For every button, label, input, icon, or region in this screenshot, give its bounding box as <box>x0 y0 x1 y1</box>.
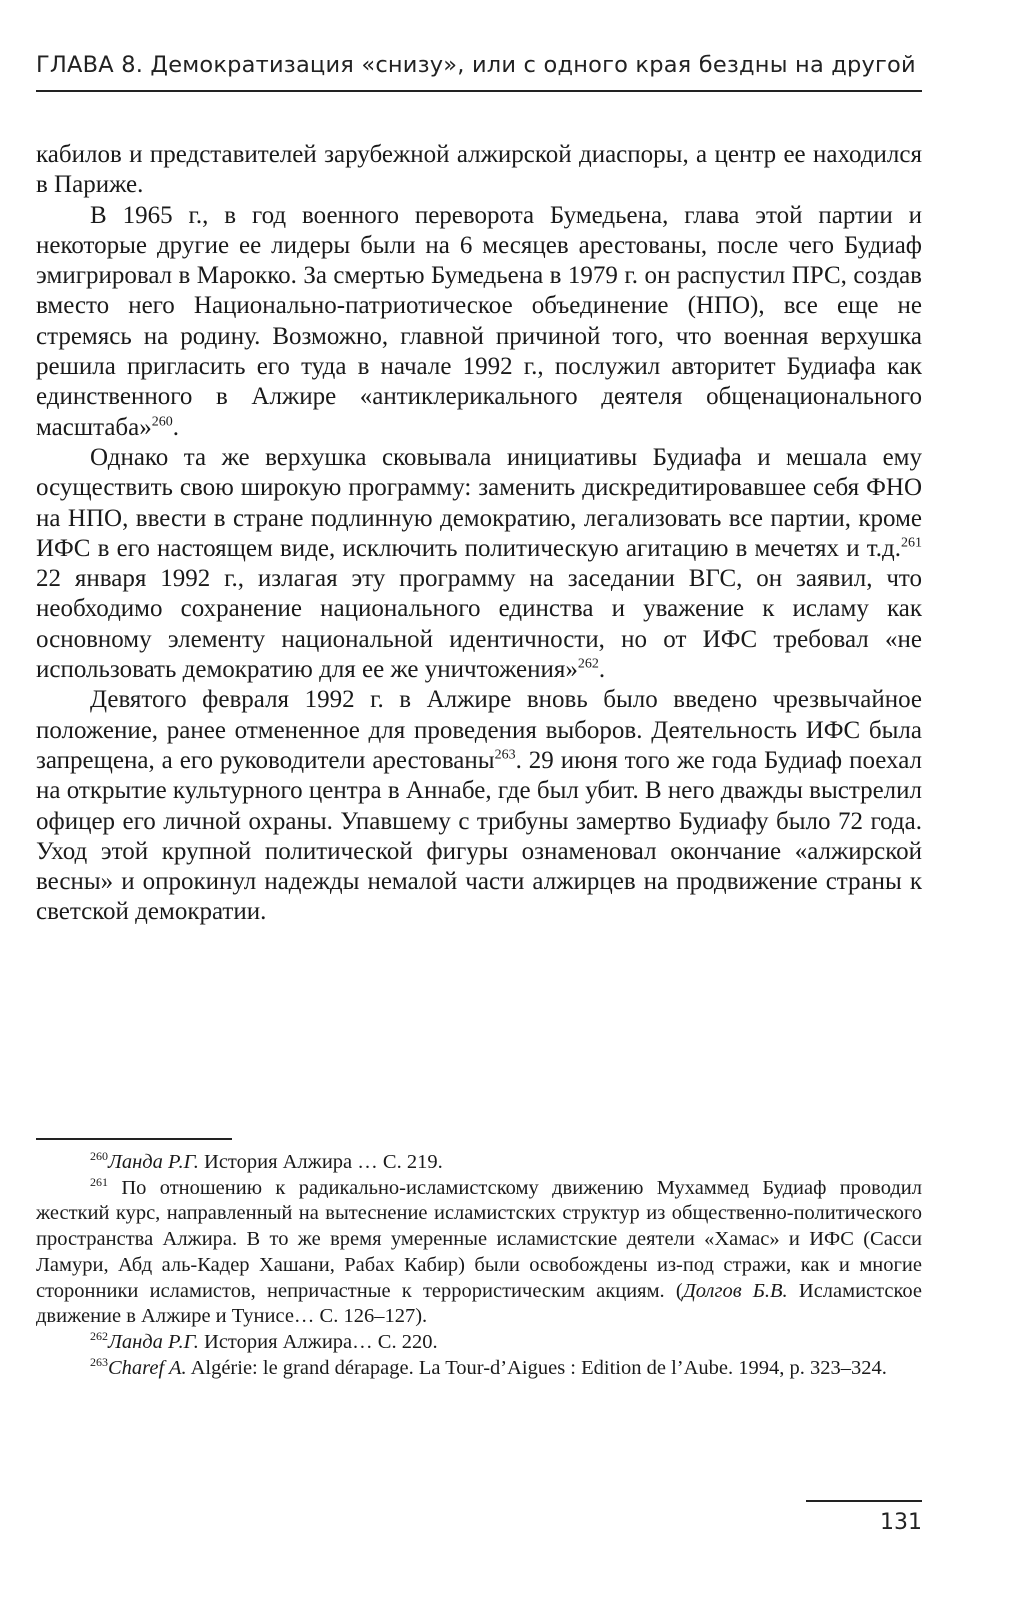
footnote-263 <box>36 1356 922 1382</box>
paragraph-1 <box>36 140 922 201</box>
footnote-number: 260 <box>90 1149 108 1164</box>
paragraph-4-text-b: . 29 июня того же года Будиаф поехал на открытие культурного центра в Аннабе, где был убит. В него дважды выстрелил офицер его личной охраны. Упавшему с трибуны замертво Будиафу было 72 года. Уход этой крупной политической фигуры ознаменовал окончание «алжирской весны» и опрокинул надежды немалой части алжирцев на продвижение страны к светской демократии. <box>36 746 922 926</box>
footnote-number: 263 <box>90 1354 108 1369</box>
footnote-text: История Алжира … С. 219. <box>198 1151 443 1173</box>
running-head: ГЛАВА 8. Демократизация «снизу», или с одного края бездны на другой <box>36 52 916 78</box>
paragraph-2-end: . <box>172 413 179 441</box>
footnote-text: Algérie: le grand dérapage. La Tour-d’Aigues : Edition de l’Aube. 1994, p. 323–324. <box>186 1356 887 1379</box>
paragraph-4 <box>36 685 922 927</box>
footnote-260 <box>36 1150 922 1176</box>
footnote-author: Charef A. <box>108 1356 187 1379</box>
footnote-author: Долгов Б.В. <box>682 1279 788 1302</box>
footnote-ref-262[interactable]: 262 <box>577 656 599 672</box>
page-number-divider <box>806 1500 922 1502</box>
main-text <box>36 140 922 928</box>
footnote-261 <box>36 1176 922 1330</box>
paragraph-3 <box>36 443 922 685</box>
footnote-ref-261[interactable]: 261 <box>901 535 922 551</box>
footnote-author: Ланда Р.Г. <box>108 1330 199 1353</box>
footnote-divider <box>36 1138 232 1140</box>
page-number: 131 <box>880 1510 922 1535</box>
paragraph-2 <box>36 201 922 443</box>
footnote-text: По отношению к радикально-исламистскому движению Мухаммед Будиаф проводил жесткий курс, направленный на вытеснение исламистских структур из общественно-политического пространства Алжира. В то же время умеренные исламистские деятели «Хамас» и ИФС (Сасси Ламури, Абд аль-Кадер Хашани, Рабах Кабир) были освобождены из-под стражи, как и многие сторонники исламистов, непричастные к террористическим акциям. ( <box>36 1176 922 1302</box>
footnote-author: Ланда Р.Г. <box>108 1151 199 1173</box>
header-divider <box>36 90 922 92</box>
paragraph-3-end: . <box>598 656 606 684</box>
footnote-text: История Алжира… С. 220. <box>198 1330 438 1353</box>
paragraph-3-text-a: Однако та же верхушка сковывала инициативы Будиафа и мешала ему осуществить свою широкую программу: заменить дискредитировавшее себя ФНО на НПО, ввести в стране подлинную демократию, легализовать все партии, кроме ИФС в его настоящем виде, исключить политическую агитацию в мечетях и т.д. <box>36 443 922 562</box>
footnote-number: 261 <box>90 1174 108 1189</box>
paragraph-2-text: В 1965 г., в год военного переворота Бумедьена, глава этой партии и некоторые другие ее лидеры были на 6 месяцев арестованы, после чего Будиаф эмигрировал в Марокко. За смертью Бумедьена в 1979 г. он распустил ПРС, создав вместо него Национально-патриотическое объединение (НПО), все еще не стремясь на родину. Возможно, главной причиной того, что военная верхушка решила пригласить его туда в начале 1992 г., послужил авторитет Будиафа как единственного в Алжире «антиклерикального деятеля общенационального масштаба» <box>36 201 922 441</box>
paragraph-4-text-a: Девятого февраля 1992 г. в Алжире вновь было введено чрезвычайное положение, ранее отмененное для проведения выборов. Деятельность ИФС была запрещена, а его руководители арестованы <box>36 686 922 774</box>
paragraph-1-text: кабилов и представителей зарубежной алжирской диаспоры, а центр ее находился в Париже. <box>36 141 922 199</box>
footnotes <box>36 1150 922 1381</box>
footnote-ref-260[interactable]: 260 <box>151 414 173 430</box>
footnote-text-continued: Исламистское движение в Алжире и Тунисе… С. 126–127). <box>36 1279 922 1328</box>
paragraph-3-text-b: 22 января 1992 г., излагая эту программу на заседании ВГС, он заявил, что необходимо сохранение национального единства и уважение к исламу как основному элементу национальной идентичности, но от ИФС требовал «не использовать демократию для ее же уничтожения» <box>36 565 922 684</box>
footnote-number: 262 <box>90 1329 108 1344</box>
footnote-262 <box>36 1330 922 1356</box>
footnote-ref-263[interactable]: 263 <box>494 747 516 763</box>
